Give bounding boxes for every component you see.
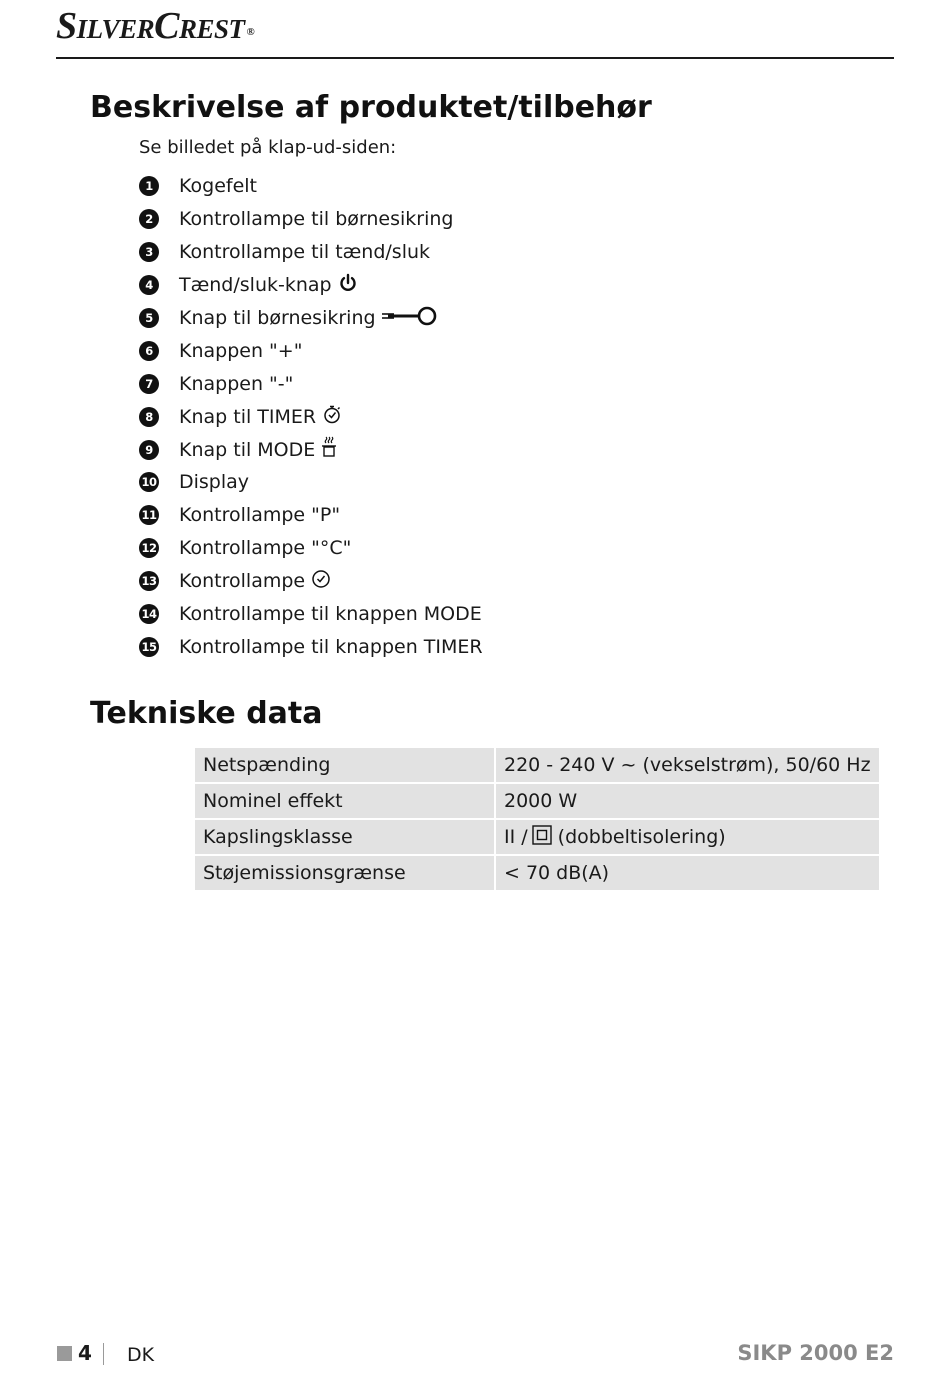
clock-icon — [311, 569, 331, 594]
item-number: 10 — [139, 472, 159, 492]
list-item — [139, 302, 483, 335]
value-suffix: (dobbeltisolering) — [557, 825, 726, 848]
key-lock-icon — [382, 306, 438, 331]
double-insulation-icon — [532, 825, 552, 850]
brand-logo: SilverCrest ® — [56, 5, 255, 47]
header-divider — [56, 57, 894, 59]
item-label: Knappen "+" — [179, 339, 303, 362]
registered-mark: ® — [246, 26, 255, 38]
item-number: 5 — [139, 308, 159, 328]
list-item — [139, 433, 483, 466]
list-item — [139, 499, 483, 532]
table-row — [195, 784, 879, 818]
technical-data-table — [195, 746, 879, 892]
item-number: 14 — [139, 604, 159, 624]
item-label: Kontrollampe — [179, 570, 306, 593]
list-item — [139, 269, 483, 302]
list-item — [139, 334, 483, 367]
table-row — [195, 820, 879, 854]
list-item — [139, 367, 483, 400]
table-cell-value: 2000 W — [496, 784, 879, 818]
item-label: Knap til MODE — [179, 438, 316, 461]
table-cell-label: Netspænding — [195, 748, 496, 782]
language-code: DK — [127, 1344, 155, 1366]
item-number: 3 — [139, 242, 159, 262]
item-number: 1 — [139, 176, 159, 196]
item-label: Kontrollampe til børnesikring — [179, 208, 454, 231]
list-item — [139, 203, 483, 236]
item-number: 8 — [139, 407, 159, 427]
stopwatch-icon — [322, 404, 342, 429]
item-label: Display — [179, 471, 250, 494]
item-number: 9 — [139, 440, 159, 460]
item-label: Kogefelt — [179, 175, 257, 198]
list-item — [139, 532, 483, 565]
item-label: Kontrollampe til knappen TIMER — [179, 635, 483, 658]
list-item — [139, 236, 483, 269]
item-number: 2 — [139, 209, 159, 229]
table-row — [195, 748, 879, 782]
item-number: 13 — [139, 571, 159, 591]
value-prefix: II / — [504, 825, 528, 848]
list-item — [139, 598, 483, 631]
page-number: 4 — [78, 1341, 92, 1365]
table-cell-label: Kapslingsklasse — [195, 820, 496, 854]
item-number: 6 — [139, 341, 159, 361]
item-number: 7 — [139, 374, 159, 394]
table-cell-value: 220 - 240 V ~ (vekselstrøm), 50/60 Hz — [496, 748, 879, 782]
intro-text: Se billedet på klap-ud-siden: — [139, 137, 397, 158]
list-item — [139, 400, 483, 433]
item-label: Kontrollampe "P" — [179, 504, 341, 527]
item-label: Kontrollampe til knappen MODE — [179, 603, 482, 626]
list-item — [139, 170, 483, 203]
item-label: Knap til TIMER — [179, 405, 317, 428]
section-title-description: Beskrivelse af produktet/tilbehør — [90, 90, 652, 125]
footer-divider — [103, 1343, 104, 1365]
table-cell-label: Nominel effekt — [195, 784, 496, 818]
table-cell-value — [496, 820, 879, 854]
parts-list — [139, 170, 483, 663]
item-number: 15 — [139, 637, 159, 657]
table-row — [195, 856, 879, 890]
power-icon — [338, 273, 358, 298]
item-label: Knappen "-" — [179, 372, 294, 395]
table-cell-value: < 70 dB(A) — [496, 856, 879, 890]
list-item — [139, 565, 483, 598]
list-item — [139, 630, 483, 663]
section-title-technical-data: Tekniske data — [90, 696, 323, 731]
item-label: Kontrollampe "°C" — [179, 537, 352, 560]
item-number: 12 — [139, 538, 159, 558]
item-number: 11 — [139, 505, 159, 525]
model-number: SIKP 2000 E2 — [737, 1341, 894, 1365]
table-cell-label: Støjemissionsgrænse — [195, 856, 496, 890]
item-number: 4 — [139, 275, 159, 295]
item-label: Kontrollampe til tænd/sluk — [179, 241, 431, 264]
mode-icon — [321, 436, 337, 463]
footer-marker — [57, 1346, 72, 1361]
item-label: Knap til børnesikring — [179, 307, 376, 329]
list-item — [139, 466, 483, 499]
item-label: Tænd/sluk-knap — [179, 274, 332, 297]
